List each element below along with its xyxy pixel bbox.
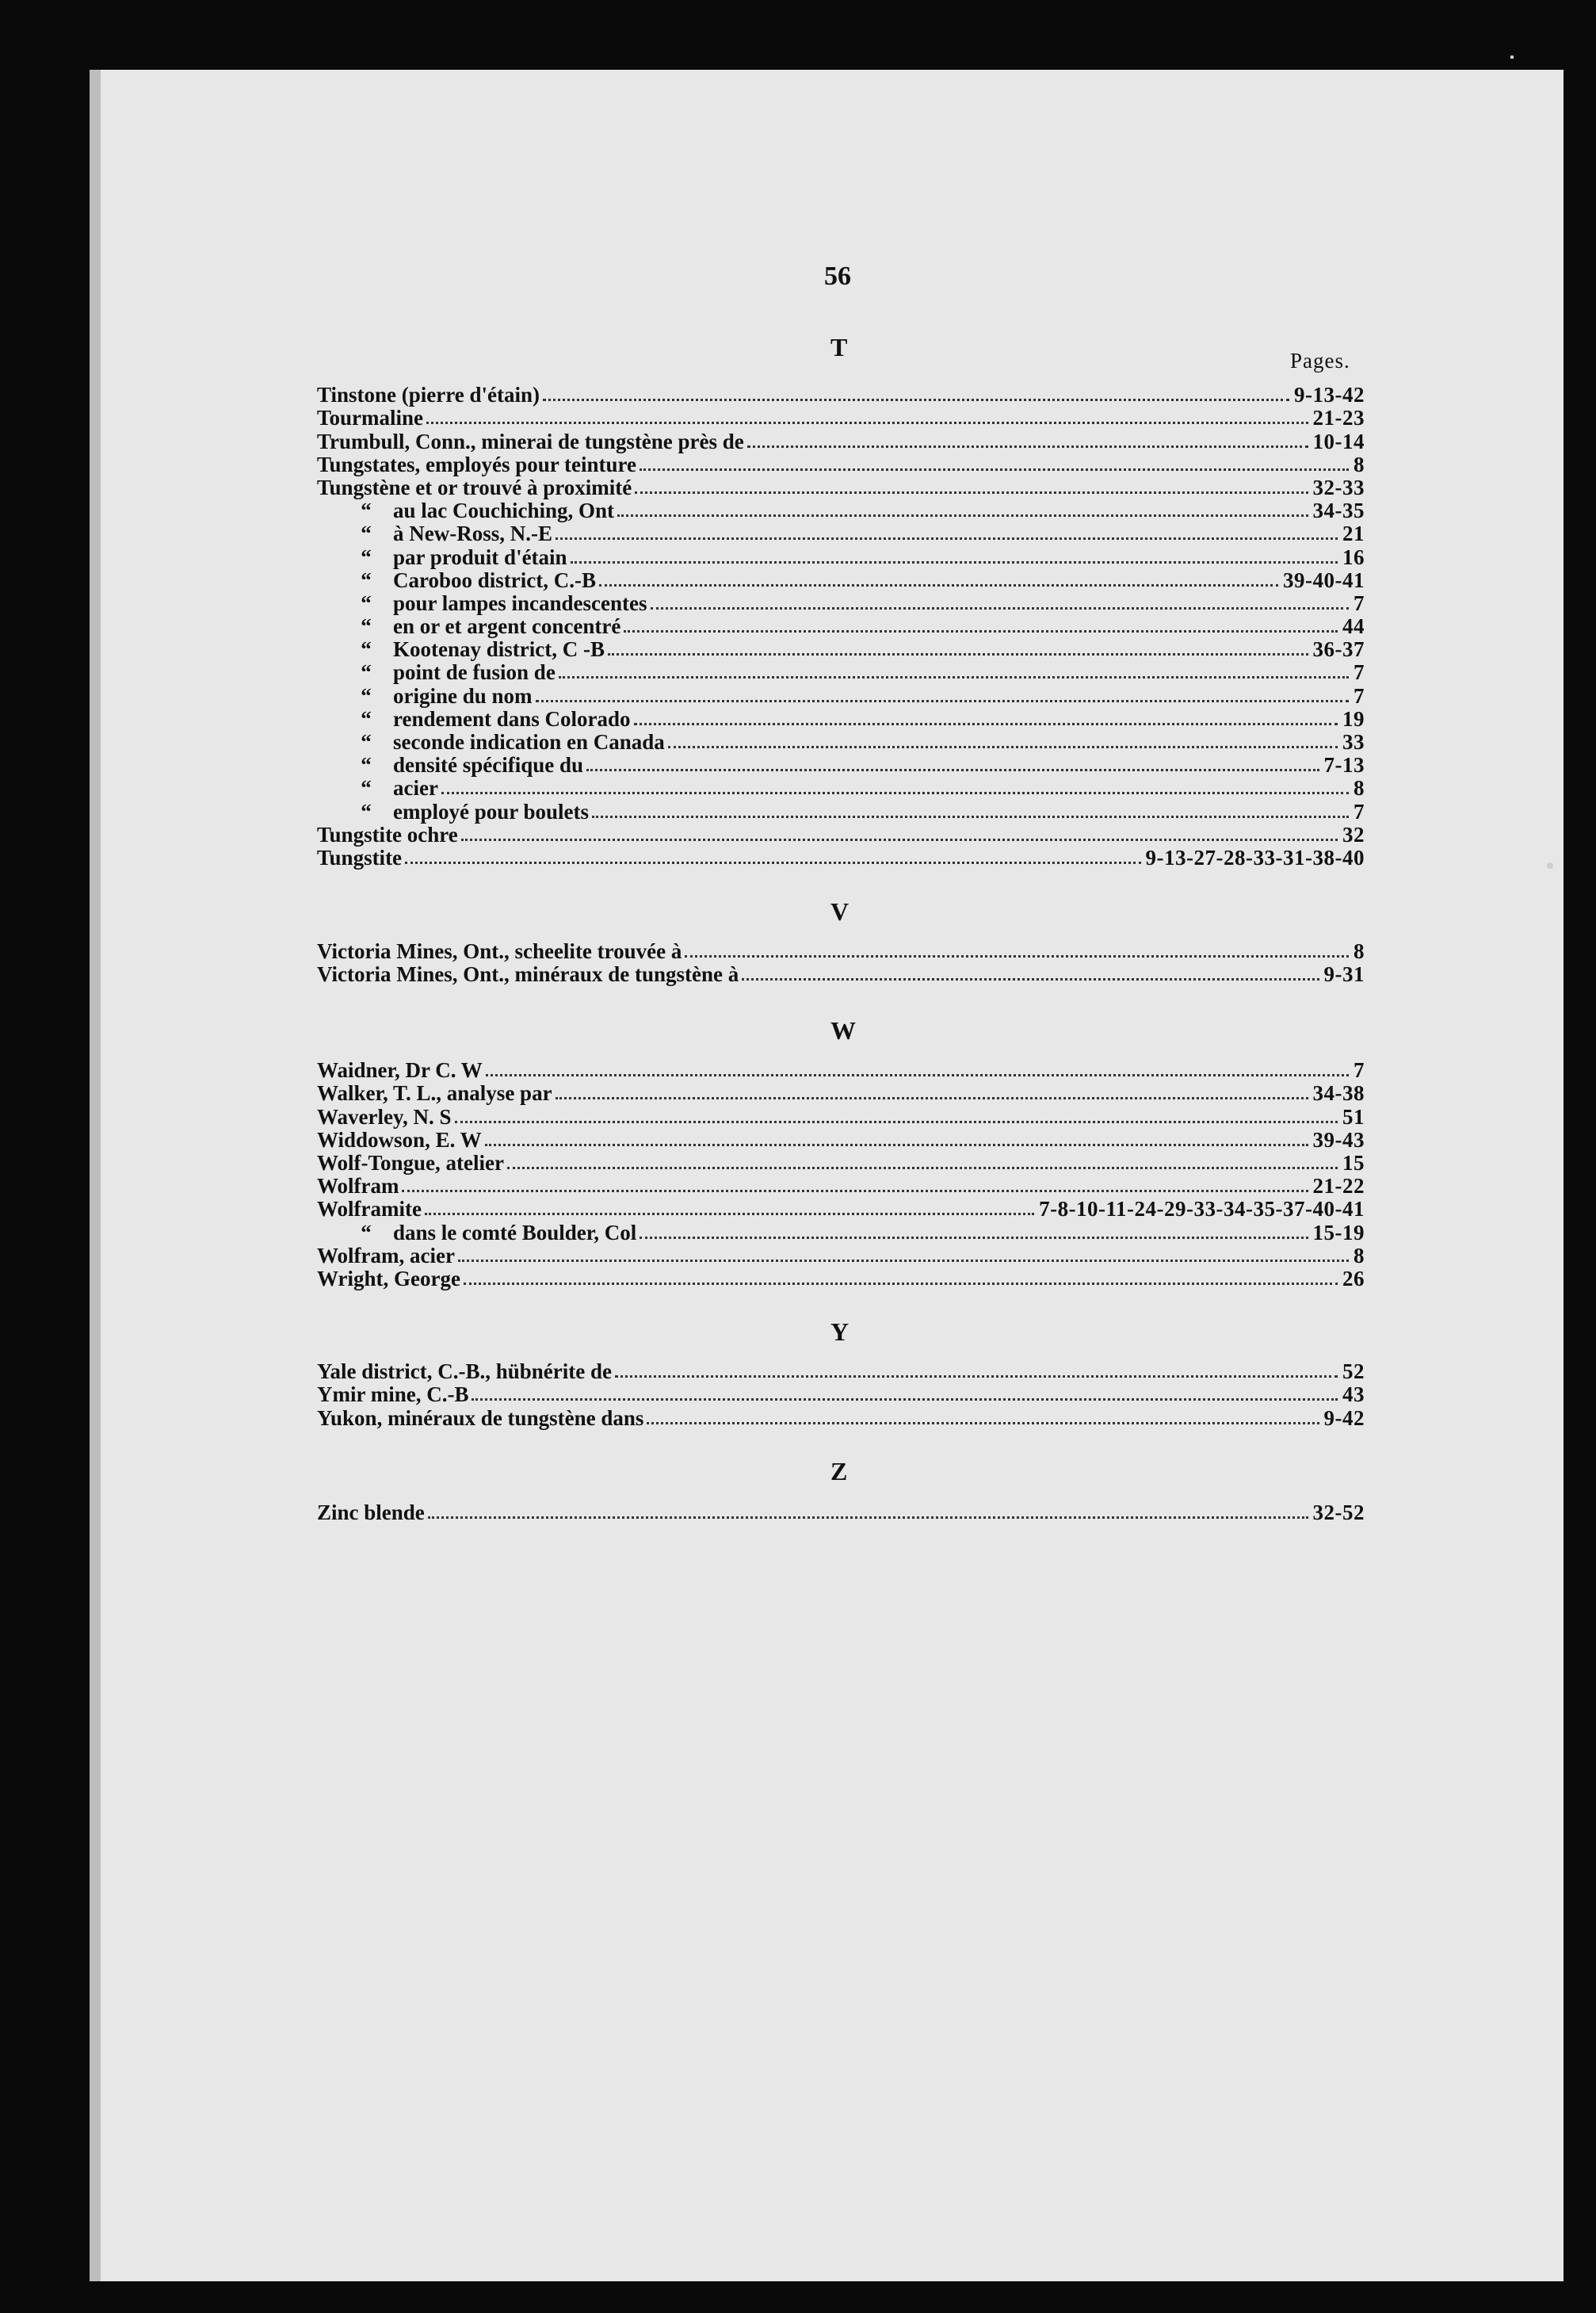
index-subentry — [317, 615, 1365, 638]
entry-pages: 7 — [1354, 799, 1365, 824]
entry-pages: 36-37 — [1312, 637, 1365, 662]
section-letter-v: V — [830, 897, 850, 926]
dot-leader — [458, 1260, 1349, 1262]
entry-text: en or et argent concentré — [393, 614, 621, 639]
index-subentry — [317, 569, 1365, 592]
index-entry — [317, 476, 1365, 499]
section-letter-y: Y — [830, 1317, 850, 1346]
entry-text: par produit d'étain — [393, 545, 567, 569]
index-entry — [317, 940, 1365, 963]
entry-text: Wright, George — [317, 1266, 460, 1290]
entry-text: Wolframite — [317, 1197, 422, 1221]
index-entry — [317, 1406, 1365, 1429]
entry-text: Tourmaline — [317, 406, 424, 430]
entry-pages: 9-13-27-28-33-31-38-40 — [1145, 845, 1365, 870]
index-subentry — [317, 638, 1365, 661]
entry-text: employé pour boulets — [393, 799, 590, 824]
entry-pages: 15 — [1342, 1150, 1365, 1175]
dot-leader — [426, 422, 1308, 424]
dot-leader — [635, 491, 1308, 494]
entry-pages: 15-19 — [1312, 1220, 1365, 1244]
index-subentry — [317, 1221, 1365, 1244]
dot-leader — [599, 584, 1278, 587]
index-entry — [317, 847, 1365, 870]
entry-text: Waverley, N. S — [317, 1104, 452, 1129]
index-subentry — [317, 777, 1365, 800]
entry-pages: 8 — [1354, 452, 1365, 476]
dot-leader — [634, 723, 1338, 725]
entry-text: Tinstone (pierre d'étain) — [317, 383, 540, 407]
entry-text: Zinc blende — [317, 1501, 425, 1525]
dot-leader — [461, 839, 1338, 841]
entry-pages: 32-52 — [1312, 1501, 1365, 1525]
ditto-mark: “ — [361, 637, 372, 662]
index-section-w — [317, 1059, 1365, 1290]
dot-leader — [402, 1190, 1308, 1192]
entry-text: Wolf-Tongue, atelier — [317, 1150, 504, 1175]
ditto-mark: “ — [361, 706, 372, 731]
page-binding-edge — [90, 70, 101, 2281]
index-section-z — [317, 1501, 1365, 1524]
section-letter-w: W — [830, 1016, 856, 1045]
entry-pages: 9-13-42 — [1294, 383, 1365, 407]
entry-pages: 8 — [1354, 939, 1365, 964]
entry-text: Ymir mine, C.-B — [317, 1382, 469, 1407]
dot-leader — [507, 1167, 1338, 1169]
entry-text: au lac Couchiching, Ont — [393, 499, 615, 523]
entry-pages: 34-38 — [1312, 1081, 1365, 1106]
entry-pages: 26 — [1342, 1266, 1365, 1290]
dot-leader — [640, 1237, 1308, 1239]
index-subentry — [317, 661, 1365, 684]
dot-leader — [543, 399, 1289, 401]
index-entry — [317, 407, 1365, 430]
entry-pages: 21 — [1342, 522, 1365, 546]
entry-pages: 21-22 — [1312, 1174, 1365, 1199]
ditto-mark: “ — [361, 591, 372, 615]
ditto-mark: “ — [361, 499, 372, 523]
index-subentry — [317, 522, 1365, 545]
index-entry — [317, 963, 1365, 986]
entry-pages: 32 — [1342, 822, 1365, 847]
entry-text: Yukon, minéraux de tungstène dans — [317, 1405, 644, 1430]
entry-text: Wolfram — [317, 1174, 399, 1199]
ditto-mark: “ — [361, 1220, 372, 1244]
dot-leader — [615, 1375, 1338, 1378]
entry-pages: 32-33 — [1312, 475, 1365, 499]
ditto-mark: “ — [361, 614, 372, 639]
entry-text: Victoria Mines, Ont., scheelite trouvée à — [317, 939, 682, 964]
entry-text: Waidner, Dr C. W — [317, 1058, 483, 1083]
entry-text: Caroboo district, C.-B — [393, 568, 596, 592]
index-entry — [317, 1152, 1365, 1175]
index-entry — [317, 1267, 1365, 1290]
index-section-y — [317, 1360, 1365, 1430]
entry-pages: 43 — [1342, 1382, 1365, 1407]
dot-leader — [485, 1144, 1308, 1146]
entry-text: origine du nom — [393, 683, 533, 708]
entry-text: à New-Ross, N.-E — [393, 522, 552, 546]
dot-leader — [640, 468, 1349, 471]
entry-text: densité spécifique du — [393, 753, 584, 778]
index-entry — [317, 1059, 1365, 1082]
dot-leader — [486, 1074, 1349, 1076]
entry-pages: 44 — [1342, 614, 1365, 639]
index-subentry — [317, 684, 1365, 707]
page-number: 56 — [824, 262, 851, 291]
index-subentry — [317, 499, 1365, 522]
entry-pages: 7 — [1354, 1058, 1365, 1083]
ditto-mark: “ — [361, 568, 372, 592]
index-entry — [317, 1383, 1365, 1406]
entry-text: Kootenay district, C -B — [393, 637, 605, 662]
entry-text: pour lampes incandescentes — [393, 591, 647, 615]
entry-pages: 34-35 — [1312, 499, 1365, 523]
dot-leader — [464, 1283, 1338, 1285]
dot-leader — [592, 816, 1349, 818]
entry-pages: 19 — [1342, 706, 1365, 731]
entry-text: point de fusion de — [393, 660, 556, 685]
ditto-mark: “ — [361, 683, 372, 708]
dot-leader — [742, 978, 1319, 981]
entry-pages: 39-43 — [1312, 1127, 1365, 1152]
entry-pages: 39-40-41 — [1283, 568, 1365, 592]
entry-pages: 7 — [1354, 660, 1365, 685]
index-subentry — [317, 800, 1365, 823]
index-entry — [317, 824, 1365, 847]
index-entry — [317, 1360, 1365, 1383]
entry-pages: 9-31 — [1323, 962, 1365, 987]
entry-pages: 52 — [1342, 1359, 1365, 1384]
dot-leader — [571, 561, 1338, 564]
dot-leader — [647, 1422, 1319, 1424]
ditto-mark: “ — [361, 776, 372, 801]
entry-pages: 51 — [1342, 1104, 1365, 1129]
entry-pages: 16 — [1342, 545, 1365, 569]
entry-pages: 33 — [1342, 730, 1365, 754]
entry-text: Walker, T. L., analyse par — [317, 1081, 552, 1106]
dot-leader — [651, 607, 1349, 610]
entry-text: Tungstates, employés pour teinture — [317, 452, 637, 476]
ditto-mark: “ — [361, 545, 372, 569]
dot-leader — [425, 1213, 1034, 1215]
index-entry — [317, 430, 1365, 453]
entry-pages: 8 — [1354, 1243, 1365, 1267]
entry-text: Yale district, C.-B., hübnérite de — [317, 1359, 612, 1384]
index-section-t — [317, 384, 1365, 870]
scan-speck — [1547, 862, 1553, 869]
dot-leader — [556, 1097, 1308, 1099]
entry-text: acier — [393, 776, 438, 801]
index-entry — [317, 1198, 1365, 1221]
ditto-mark: “ — [361, 753, 372, 778]
dot-leader — [668, 746, 1338, 748]
entry-text: Tungstite ochre — [317, 822, 458, 847]
index-entry — [317, 384, 1365, 407]
ditto-mark: “ — [361, 522, 372, 546]
dot-leader — [556, 537, 1338, 540]
index-subentry — [317, 592, 1365, 615]
dot-leader — [405, 862, 1141, 864]
entry-text: seconde indication en Canada — [393, 730, 665, 754]
entry-pages: 21-23 — [1312, 406, 1365, 430]
section-letter-z: Z — [830, 1457, 848, 1485]
index-entry — [317, 1105, 1365, 1128]
entry-pages: 7-13 — [1323, 753, 1365, 778]
ditto-mark: “ — [361, 730, 372, 754]
entry-pages: 10-14 — [1312, 429, 1365, 453]
ditto-mark: “ — [361, 799, 372, 824]
index-subentry — [317, 708, 1365, 731]
index-section-v — [317, 940, 1365, 986]
index-entry — [317, 1244, 1365, 1267]
entry-text: Widdowson, E. W — [317, 1127, 482, 1152]
dot-leader — [747, 445, 1308, 448]
dot-leader — [617, 514, 1308, 517]
dot-leader — [608, 653, 1308, 656]
index-entry — [317, 453, 1365, 476]
dot-leader — [559, 676, 1349, 679]
entry-pages: 8 — [1354, 776, 1365, 801]
dot-leader — [428, 1516, 1308, 1519]
entry-text: Wolfram, acier — [317, 1243, 455, 1267]
entry-pages: 7-8-10-11-24-29-33-34-35-37-40-41 — [1039, 1197, 1365, 1221]
entry-pages: 7 — [1354, 683, 1365, 708]
index-subentry — [317, 754, 1365, 777]
entry-pages: 7 — [1354, 591, 1365, 615]
dot-leader — [685, 955, 1349, 958]
dot-leader — [536, 700, 1349, 702]
entry-pages: 9-42 — [1323, 1405, 1365, 1430]
entry-text: Trumbull, Conn., minerai de tungstène près de — [317, 429, 744, 453]
section-letter-t: T — [830, 333, 848, 361]
dot-leader — [472, 1398, 1338, 1401]
index-subentry — [317, 545, 1365, 568]
entry-text: rendement dans Colorado — [393, 706, 631, 731]
dot-leader — [624, 630, 1338, 633]
entry-text: dans le comté Boulder, Col — [393, 1220, 637, 1244]
entry-text: Tungstite — [317, 845, 403, 870]
scan-speck — [1510, 55, 1514, 59]
index-entry — [317, 1175, 1365, 1198]
index-subentry — [317, 731, 1365, 754]
index-entry — [317, 1501, 1365, 1524]
index-entry — [317, 1082, 1365, 1105]
dot-leader — [586, 769, 1319, 771]
pages-column-label: Pages. — [1290, 349, 1350, 373]
dot-leader — [441, 792, 1349, 794]
ditto-mark: “ — [361, 660, 372, 685]
dot-leader — [455, 1121, 1338, 1123]
index-entry — [317, 1129, 1365, 1152]
entry-text: Tungstène et or trouvé à proximité — [317, 475, 632, 499]
entry-text: Victoria Mines, Ont., minéraux de tungstène à — [317, 962, 739, 987]
